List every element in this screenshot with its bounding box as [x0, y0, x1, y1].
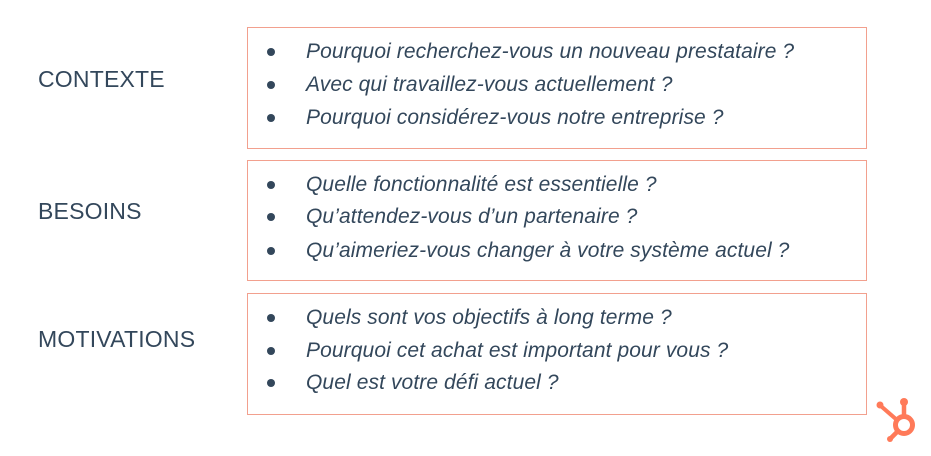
- questions-box: [247, 27, 867, 149]
- bullet-icon: [267, 81, 275, 89]
- question-text: Qu’aimeriez-vous changer à votre système actuel ?: [306, 239, 790, 262]
- bullet-icon: [267, 181, 275, 189]
- question-text: Pourquoi considérez-vous notre entreprise ?: [306, 106, 724, 129]
- question-text: Quels sont vos objectifs à long terme ?: [306, 306, 672, 329]
- section-label: MOTIVATIONS: [38, 326, 196, 352]
- bullet-icon: [267, 347, 275, 355]
- bullet-icon: [267, 314, 275, 322]
- hubspot-sprocket-icon: [872, 392, 924, 444]
- bullet-icon: [267, 213, 275, 221]
- section-label: CONTEXTE: [38, 66, 165, 92]
- question-text: Quel est votre défi actuel ?: [306, 371, 559, 394]
- question-text: Pourquoi cet achat est important pour vous ?: [306, 339, 729, 362]
- questions-box: [247, 160, 867, 281]
- bullet-icon: [267, 379, 275, 387]
- bullet-icon: [267, 247, 275, 255]
- question-text: Pourquoi recherchez-vous un nouveau prestataire ?: [306, 40, 795, 63]
- question-text: Quelle fonctionnalité est essentielle ?: [306, 173, 657, 196]
- bullet-icon: [267, 114, 275, 122]
- section-label: BESOINS: [38, 198, 142, 224]
- questions-box: [247, 293, 867, 415]
- question-text: Qu’attendez-vous d’un partenaire ?: [306, 205, 638, 228]
- bullet-icon: [267, 48, 275, 56]
- question-text: Avec qui travaillez-vous actuellement ?: [306, 73, 673, 96]
